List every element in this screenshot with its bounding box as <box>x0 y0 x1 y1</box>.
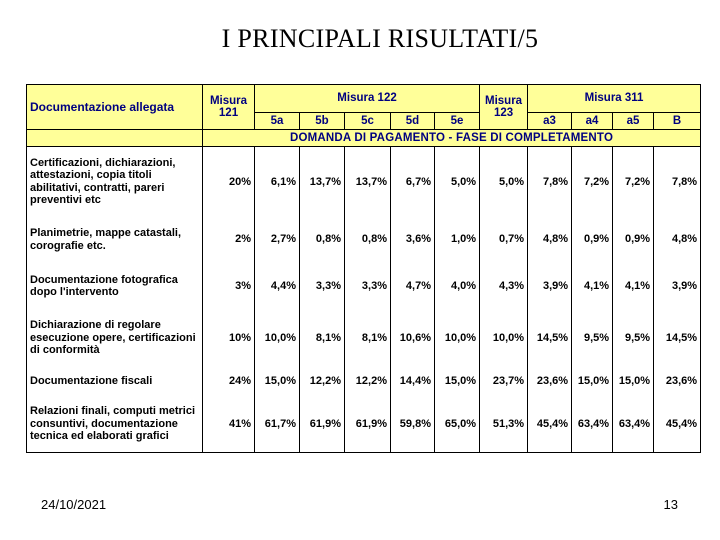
value-cell: 51,3% <box>480 396 528 453</box>
row-label: Dichiarazione di regolare esecuzione opere, certificazioni di conformità <box>27 310 203 367</box>
value-cell: 0,8% <box>300 217 345 263</box>
value-cell: 15,0% <box>435 367 480 396</box>
value-cell: 10,0% <box>255 310 300 367</box>
value-cell: 59,8% <box>391 396 435 453</box>
value-cell: 61,7% <box>255 396 300 453</box>
value-cell: 63,4% <box>613 396 654 453</box>
row-label: Certificazioni, dichiarazioni, attestazioni, copia titoli abilitativi, contratti, pareri preventivi etc <box>27 147 203 217</box>
value-cell: 15,0% <box>572 367 613 396</box>
page-number: 13 <box>663 497 678 512</box>
value-cell: 8,1% <box>300 310 345 367</box>
value-cell: 13,7% <box>300 147 345 217</box>
value-cell: 10,0% <box>435 310 480 367</box>
value-cell: 4,8% <box>654 217 701 263</box>
value-cell: 3,3% <box>300 263 345 310</box>
value-cell: 3,9% <box>654 263 701 310</box>
value-cell: 2,7% <box>255 217 300 263</box>
value-cell: 9,5% <box>572 310 613 367</box>
value-cell: 0,9% <box>572 217 613 263</box>
subheader-5a: 5a <box>255 113 300 130</box>
value-cell: 45,4% <box>654 396 701 453</box>
table-row <box>27 396 701 453</box>
value-cell: 65,0% <box>435 396 480 453</box>
value-cell: 0,9% <box>613 217 654 263</box>
subheader-5e: 5e <box>435 113 480 130</box>
value-cell: 15,0% <box>255 367 300 396</box>
header-misura-121: Misura 121 <box>203 85 255 130</box>
value-cell: 23,7% <box>480 367 528 396</box>
subheader-a4: a4 <box>572 113 613 130</box>
value-cell: 1,0% <box>435 217 480 263</box>
subheader-a3: a3 <box>528 113 572 130</box>
header-misura-123: Misura 123 <box>480 85 528 130</box>
value-cell: 5,0% <box>480 147 528 217</box>
value-cell: 3,6% <box>391 217 435 263</box>
results-table <box>26 84 700 458</box>
value-cell: 45,4% <box>528 396 572 453</box>
value-cell: 13,7% <box>345 147 391 217</box>
row-label: Relazioni finali, computi metrici consuntivi, documentazione tecnica ed elaborati grafici <box>27 396 203 453</box>
value-cell: 4,4% <box>255 263 300 310</box>
value-cell: 4,7% <box>391 263 435 310</box>
value-cell: 7,2% <box>613 147 654 217</box>
value-cell: 6,1% <box>255 147 300 217</box>
value-cell: 20% <box>203 147 255 217</box>
value-cell: 23,6% <box>528 367 572 396</box>
table-row <box>27 367 701 396</box>
value-cell: 61,9% <box>345 396 391 453</box>
header-misura-311: Misura 311 <box>528 85 701 113</box>
table-row <box>27 263 701 310</box>
value-cell: 0,7% <box>480 217 528 263</box>
row-label: Documentazione fiscali <box>27 367 203 396</box>
value-cell: 14,4% <box>391 367 435 396</box>
value-cell: 7,8% <box>654 147 701 217</box>
table-row <box>27 217 701 263</box>
value-cell: 9,5% <box>613 310 654 367</box>
value-cell: 8,1% <box>345 310 391 367</box>
table-row <box>27 147 701 217</box>
subheader-5d: 5d <box>391 113 435 130</box>
value-cell: 23,6% <box>654 367 701 396</box>
value-cell: 63,4% <box>572 396 613 453</box>
table-row <box>27 310 701 367</box>
value-cell: 4,1% <box>613 263 654 310</box>
value-cell: 12,2% <box>300 367 345 396</box>
section-label: DOMANDA DI PAGAMENTO - FASE DI COMPLETAMENTO <box>203 130 701 147</box>
value-cell: 5,0% <box>435 147 480 217</box>
value-cell: 41% <box>203 396 255 453</box>
subheader-a5: a5 <box>613 113 654 130</box>
subheader-5c: 5c <box>345 113 391 130</box>
value-cell: 7,2% <box>572 147 613 217</box>
value-cell: 3,9% <box>528 263 572 310</box>
value-cell: 2% <box>203 217 255 263</box>
value-cell: 10% <box>203 310 255 367</box>
subheader-b: B <box>654 113 701 130</box>
value-cell: 6,7% <box>391 147 435 217</box>
header-misura-122: Misura 122 <box>255 85 480 113</box>
value-cell: 15,0% <box>613 367 654 396</box>
value-cell: 14,5% <box>528 310 572 367</box>
row-label: Documentazione fotografica dopo l'intervento <box>27 263 203 310</box>
subheader-5b: 5b <box>300 113 345 130</box>
value-cell: 61,9% <box>300 396 345 453</box>
value-cell: 24% <box>203 367 255 396</box>
value-cell: 4,3% <box>480 263 528 310</box>
page-title: I PRINCIPALI RISULTATI/5 <box>221 24 539 53</box>
value-cell: 3,3% <box>345 263 391 310</box>
value-cell: 3% <box>203 263 255 310</box>
value-cell: 4,0% <box>435 263 480 310</box>
value-cell: 10,0% <box>480 310 528 367</box>
value-cell: 12,2% <box>345 367 391 396</box>
row-label: Planimetrie, mappe catastali, corografie etc. <box>27 217 203 263</box>
value-cell: 4,1% <box>572 263 613 310</box>
footer-date: 24/10/2021 <box>41 497 107 512</box>
value-cell: 10,6% <box>391 310 435 367</box>
section-label-spacer <box>27 130 203 147</box>
value-cell: 4,8% <box>528 217 572 263</box>
value-cell: 7,8% <box>528 147 572 217</box>
value-cell: 0,8% <box>345 217 391 263</box>
header-documentazione: Documentazione allegata <box>27 85 203 130</box>
value-cell: 14,5% <box>654 310 701 367</box>
